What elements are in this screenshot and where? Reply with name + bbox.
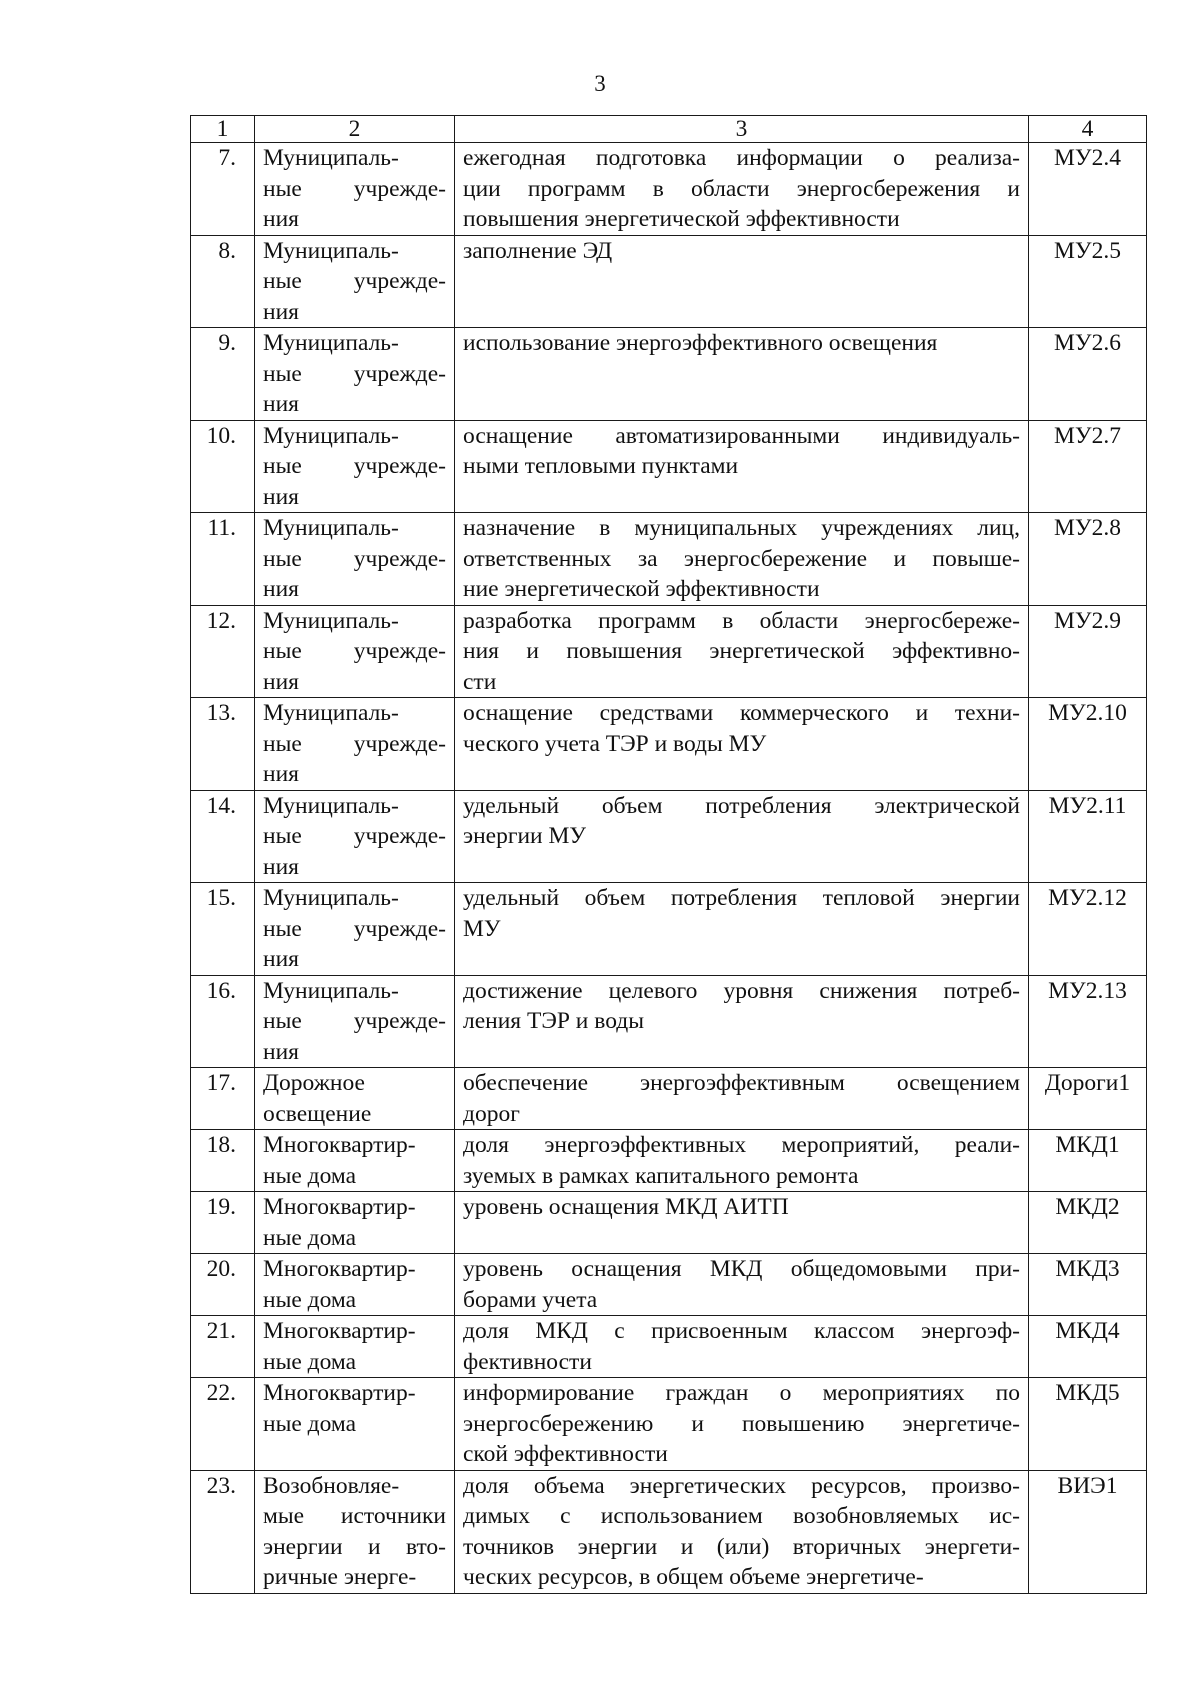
category-line: ричные энерге- (263, 1564, 417, 1590)
row-code: МУ2.9 (1029, 605, 1147, 698)
table-row (191, 1470, 1147, 1593)
category-line: Многоквартир- (263, 1256, 416, 1282)
row-description (455, 1068, 1029, 1130)
description-line: борами учета (463, 1286, 598, 1313)
category-line: ния (263, 761, 299, 787)
row-description (455, 1254, 1029, 1316)
row-number: 22. (191, 1378, 255, 1471)
row-category (255, 1254, 455, 1316)
table-row (191, 605, 1147, 698)
description-line: МУ (463, 915, 501, 942)
category-line: ные учрежде- (263, 915, 446, 942)
description-line: ской эффективности (463, 1441, 668, 1467)
row-code: МКД1 (1029, 1130, 1147, 1192)
row-code: МУ2.12 (1029, 883, 1147, 976)
row-code: МУ2.6 (1029, 328, 1147, 421)
row-description (455, 975, 1029, 1068)
category-line: Многоквартир- (263, 1318, 416, 1344)
page-number: 3 (594, 71, 606, 96)
category-line: ные учрежде- (263, 175, 446, 202)
category-line: Муниципаль- (263, 977, 399, 1004)
row-number: 17. (191, 1068, 255, 1130)
description-line: ческого учета ТЭР и воды МУ (463, 730, 767, 757)
row-code: МУ2.11 (1029, 790, 1147, 883)
category-line: Муниципаль- (263, 422, 399, 449)
category-line: энергии и вто- (263, 1533, 446, 1560)
row-number: 20. (191, 1254, 255, 1316)
category-line: ные учрежде- (263, 453, 446, 479)
row-category (255, 1470, 455, 1593)
header-cell-1: 1 (191, 116, 255, 143)
row-number: 7. (191, 143, 255, 236)
row-category (255, 1192, 455, 1254)
category-line: ные дома (263, 1162, 357, 1189)
category-line: ния (263, 946, 299, 972)
description-line: доля энергоэффективных мероприятий, реали- (463, 1132, 1020, 1158)
row-description (455, 1316, 1029, 1378)
category-line: ные дома (263, 1286, 357, 1313)
row-code: ВИЭ1 (1029, 1470, 1147, 1593)
row-number: 10. (191, 420, 255, 513)
row-description (455, 328, 1029, 421)
row-category (255, 605, 455, 698)
description-line: обеспечение энергоэффективным освещением (463, 1070, 1020, 1096)
description-line: доля объема энергетических ресурсов, произво- (463, 1472, 1020, 1499)
row-number: 19. (191, 1192, 255, 1254)
category-line: Многоквартир- (263, 1194, 416, 1220)
row-code: Дороги1 (1029, 1068, 1147, 1130)
row-code: МУ2.13 (1029, 975, 1147, 1068)
description-line: информирование граждан о мероприятиях по (463, 1380, 1020, 1406)
description-line: димых с использованием возобновляемых ис- (463, 1503, 1020, 1529)
category-line: ные учрежде- (263, 730, 446, 757)
row-description (455, 1130, 1029, 1192)
description-line: точников энергии и (или) вторичных энергети- (463, 1533, 1020, 1560)
category-line: Многоквартир- (263, 1380, 416, 1406)
row-number: 21. (191, 1316, 255, 1378)
table-row (191, 143, 1147, 236)
row-category (255, 1130, 455, 1192)
row-description (455, 235, 1029, 328)
table-row (191, 698, 1147, 791)
description-line: дорог (463, 1100, 520, 1127)
category-line: ные учрежде- (263, 360, 446, 387)
row-number: 9. (191, 328, 255, 421)
row-code: МУ2.10 (1029, 698, 1147, 791)
category-line: мые источники (263, 1503, 446, 1529)
category-line: Муниципаль- (263, 792, 399, 819)
row-category (255, 1378, 455, 1471)
row-description (455, 1192, 1029, 1254)
row-code: МУ2.4 (1029, 143, 1147, 236)
description-line: ответственных за энергосбережение и повыше- (463, 545, 1020, 572)
table-row (191, 1130, 1147, 1192)
table-row (191, 513, 1147, 606)
category-line: Возобновляе- (263, 1472, 400, 1499)
category-line: ные учрежде- (263, 823, 446, 849)
row-description (455, 790, 1029, 883)
category-line: Муниципаль- (263, 885, 399, 911)
description-line: оснащение автоматизированными индивидуаль- (463, 422, 1020, 449)
category-line: ния (263, 1038, 299, 1065)
row-code: МУ2.8 (1029, 513, 1147, 606)
table-row (191, 1192, 1147, 1254)
description-line: сти (463, 668, 497, 695)
row-description (455, 513, 1029, 606)
table-row (191, 975, 1147, 1068)
category-line: ния (263, 391, 299, 417)
row-category (255, 883, 455, 976)
category-line: ния (263, 206, 299, 232)
table-row (191, 1378, 1147, 1471)
row-description (455, 143, 1029, 236)
category-line: ные учрежде- (263, 268, 446, 294)
table-row (191, 790, 1147, 883)
header-cell-2: 2 (255, 116, 455, 143)
row-category (255, 790, 455, 883)
description-line: заполнение ЭД (463, 237, 613, 264)
category-line: ния (263, 853, 299, 880)
row-description (455, 883, 1029, 976)
description-line: ежегодная подготовка информации о реализа- (463, 145, 1020, 171)
category-line: Муниципаль- (263, 700, 399, 726)
row-description (455, 1470, 1029, 1593)
category-line: Муниципаль- (263, 607, 399, 634)
category-line: ные дома (263, 1410, 357, 1437)
description-line: фективности (463, 1348, 592, 1375)
category-line: Муниципаль- (263, 145, 399, 171)
category-line: ния (263, 576, 299, 602)
table-row (191, 883, 1147, 976)
category-line: ные учрежде- (263, 545, 446, 572)
description-line: удельный объем потребления тепловой энергии (463, 885, 1020, 911)
description-line: достижение целевого уровня снижения потреб- (463, 977, 1020, 1004)
indicators-table (190, 115, 1147, 1594)
row-code: МУ2.5 (1029, 235, 1147, 328)
row-number: 12. (191, 605, 255, 698)
row-number: 18. (191, 1130, 255, 1192)
row-description (455, 698, 1029, 791)
description-line: назначение в муниципальных учреждениях лиц, (463, 515, 1020, 541)
description-line: оснащение средствами коммерческого и техни- (463, 700, 1020, 726)
row-number: 13. (191, 698, 255, 791)
row-number: 8. (191, 235, 255, 328)
row-description (455, 1378, 1029, 1471)
description-line: ние энергетической эффективности (463, 576, 820, 602)
description-line: разработка программ в области энергосбереже- (463, 607, 1020, 634)
row-number: 16. (191, 975, 255, 1068)
description-line: повышения энергетической эффективности (463, 206, 900, 232)
category-line: Дорожное (263, 1070, 365, 1096)
row-category (255, 420, 455, 513)
row-description (455, 605, 1029, 698)
description-line: зуемых в рамках капитального ремонта (463, 1162, 859, 1189)
description-line: доля МКД с присвоенным классом энергоэф- (463, 1318, 1020, 1344)
category-line: ные учрежде- (263, 1008, 446, 1034)
row-category (255, 143, 455, 236)
header-cell-4: 4 (1029, 116, 1147, 143)
table-row (191, 1316, 1147, 1378)
row-number: 14. (191, 790, 255, 883)
table-row (191, 1068, 1147, 1130)
row-description (455, 420, 1029, 513)
description-line: ления ТЭР и воды (463, 1008, 645, 1034)
row-category (255, 513, 455, 606)
row-number: 15. (191, 883, 255, 976)
description-line: ции программ в области энергосбережения и (463, 175, 1020, 202)
row-code: МКД3 (1029, 1254, 1147, 1316)
table-row (191, 420, 1147, 513)
category-line: ния (263, 668, 299, 695)
description-line: использование энергоэффективного освещения (463, 330, 938, 356)
category-line: ные дома (263, 1224, 357, 1251)
category-line: освещение (263, 1100, 372, 1127)
header-cell-3: 3 (455, 116, 1029, 143)
description-line: ния и повышения энергетической эффективно- (463, 638, 1020, 664)
table-row (191, 235, 1147, 328)
category-line: Муниципаль- (263, 330, 399, 356)
row-category (255, 975, 455, 1068)
row-code: МКД5 (1029, 1378, 1147, 1471)
row-number: 23. (191, 1470, 255, 1593)
category-line: ные дома (263, 1348, 357, 1375)
description-line: удельный объем потребления электрической (463, 792, 1020, 819)
row-category (255, 235, 455, 328)
description-line: ческих ресурсов, в общем объеме энергетиче- (463, 1564, 924, 1590)
description-line: уровень оснащения МКД общедомовыми при- (463, 1256, 1020, 1282)
description-line: уровень оснащения МКД АИТП (463, 1194, 789, 1220)
category-line: Муниципаль- (263, 237, 399, 264)
category-line: ные учрежде- (263, 638, 446, 664)
row-code: МУ2.7 (1029, 420, 1147, 513)
row-code: МКД4 (1029, 1316, 1147, 1378)
table-row (191, 328, 1147, 421)
row-category (255, 1316, 455, 1378)
description-line: ными тепловыми пунктами (463, 453, 739, 479)
category-line: Многоквартир- (263, 1132, 416, 1158)
category-line: ния (263, 483, 299, 510)
row-category (255, 698, 455, 791)
row-number: 11. (191, 513, 255, 606)
category-line: ния (263, 298, 299, 325)
description-line: энергии МУ (463, 823, 587, 849)
row-code: МКД2 (1029, 1192, 1147, 1254)
table-row (191, 1254, 1147, 1316)
row-category (255, 328, 455, 421)
table-header-row (191, 116, 1147, 143)
row-category (255, 1068, 455, 1130)
category-line: Муниципаль- (263, 515, 399, 541)
description-line: энергосбережению и повышению энергетиче- (463, 1410, 1020, 1437)
